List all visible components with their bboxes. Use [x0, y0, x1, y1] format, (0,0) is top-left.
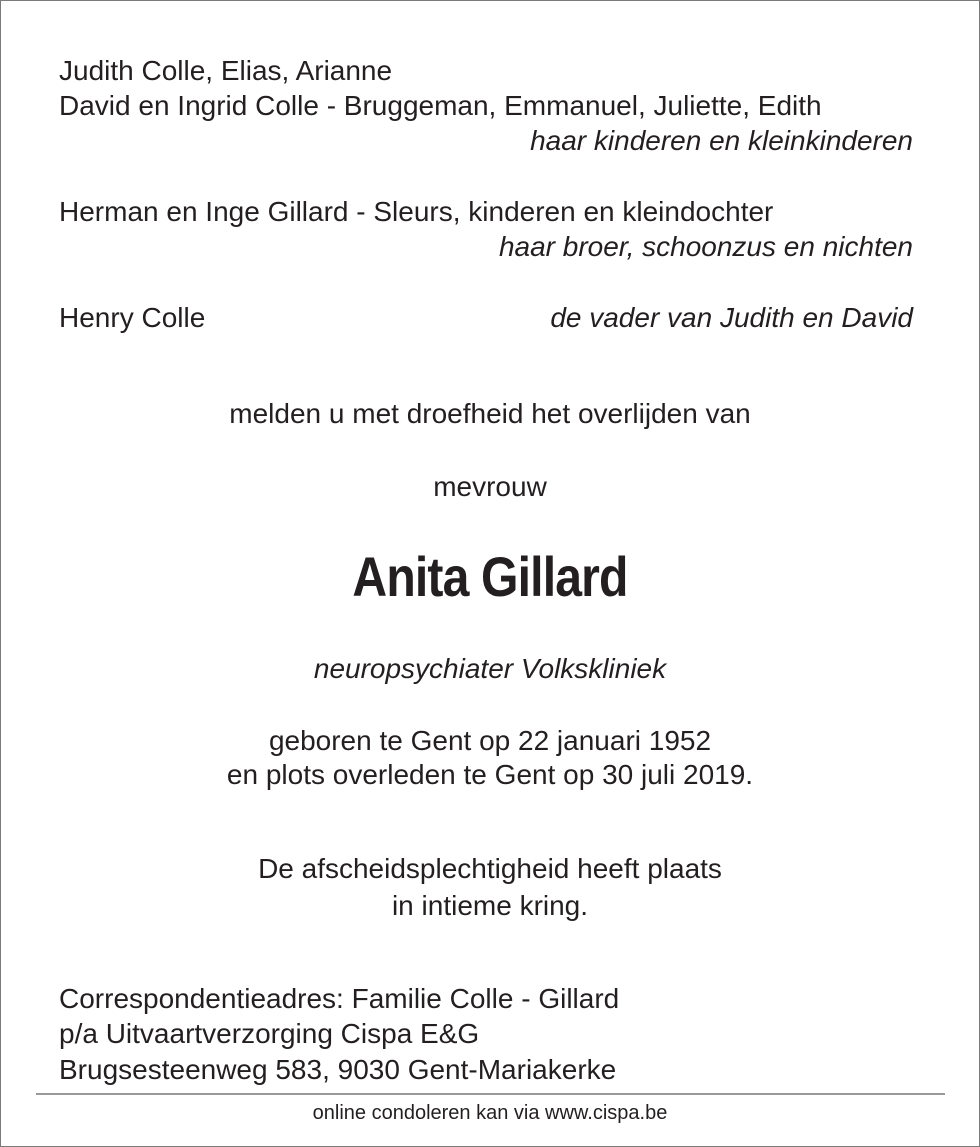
ceremony-line-2: in intieme kring.: [391, 890, 589, 921]
family-line-henry: Henry Colle: [59, 302, 206, 333]
correspondence-line-2: p/a Uitvaartverzorging Cispa E&G: [59, 1018, 480, 1049]
relation-brother: haar broer, schoonzus en nichten: [498, 231, 913, 262]
family-line-david: David en Ingrid Colle - Bruggeman, Emmanuel, Juliette, Edith: [59, 90, 822, 121]
death-line: en plots overleden te Gent op 30 juli 2019.: [226, 759, 754, 790]
family-line-herman: Herman en Inge Gillard - Sleurs, kinderen en kleindochter: [59, 196, 774, 227]
deceased-name: Anita Gillard: [352, 545, 628, 608]
footer-condolence: online condoleren kan via www.cispa.be: [312, 1102, 668, 1124]
relation-father: de vader van Judith en David: [550, 302, 913, 333]
correspondence-line-1: Correspondentieadres: Familie Colle - Gillard: [59, 983, 620, 1014]
birth-line: geboren te Gent op 22 januari 1952: [268, 725, 712, 756]
occupation: neuropsychiater Volkskliniek: [313, 653, 667, 684]
family-line-judith: Judith Colle, Elias, Arianne: [59, 55, 393, 86]
salutation: mevrouw: [433, 471, 547, 502]
footer-divider: [36, 1093, 945, 1095]
announcement-intro: melden u met droefheid het overlijden van: [229, 398, 751, 429]
correspondence-line-3: Brugsesteenweg 583, 9030 Gent-Mariakerke: [59, 1054, 617, 1085]
relation-children: haar kinderen en kleinkinderen: [530, 125, 913, 156]
ceremony-line-1: De afscheidsplechtigheid heeft plaats: [258, 853, 722, 884]
